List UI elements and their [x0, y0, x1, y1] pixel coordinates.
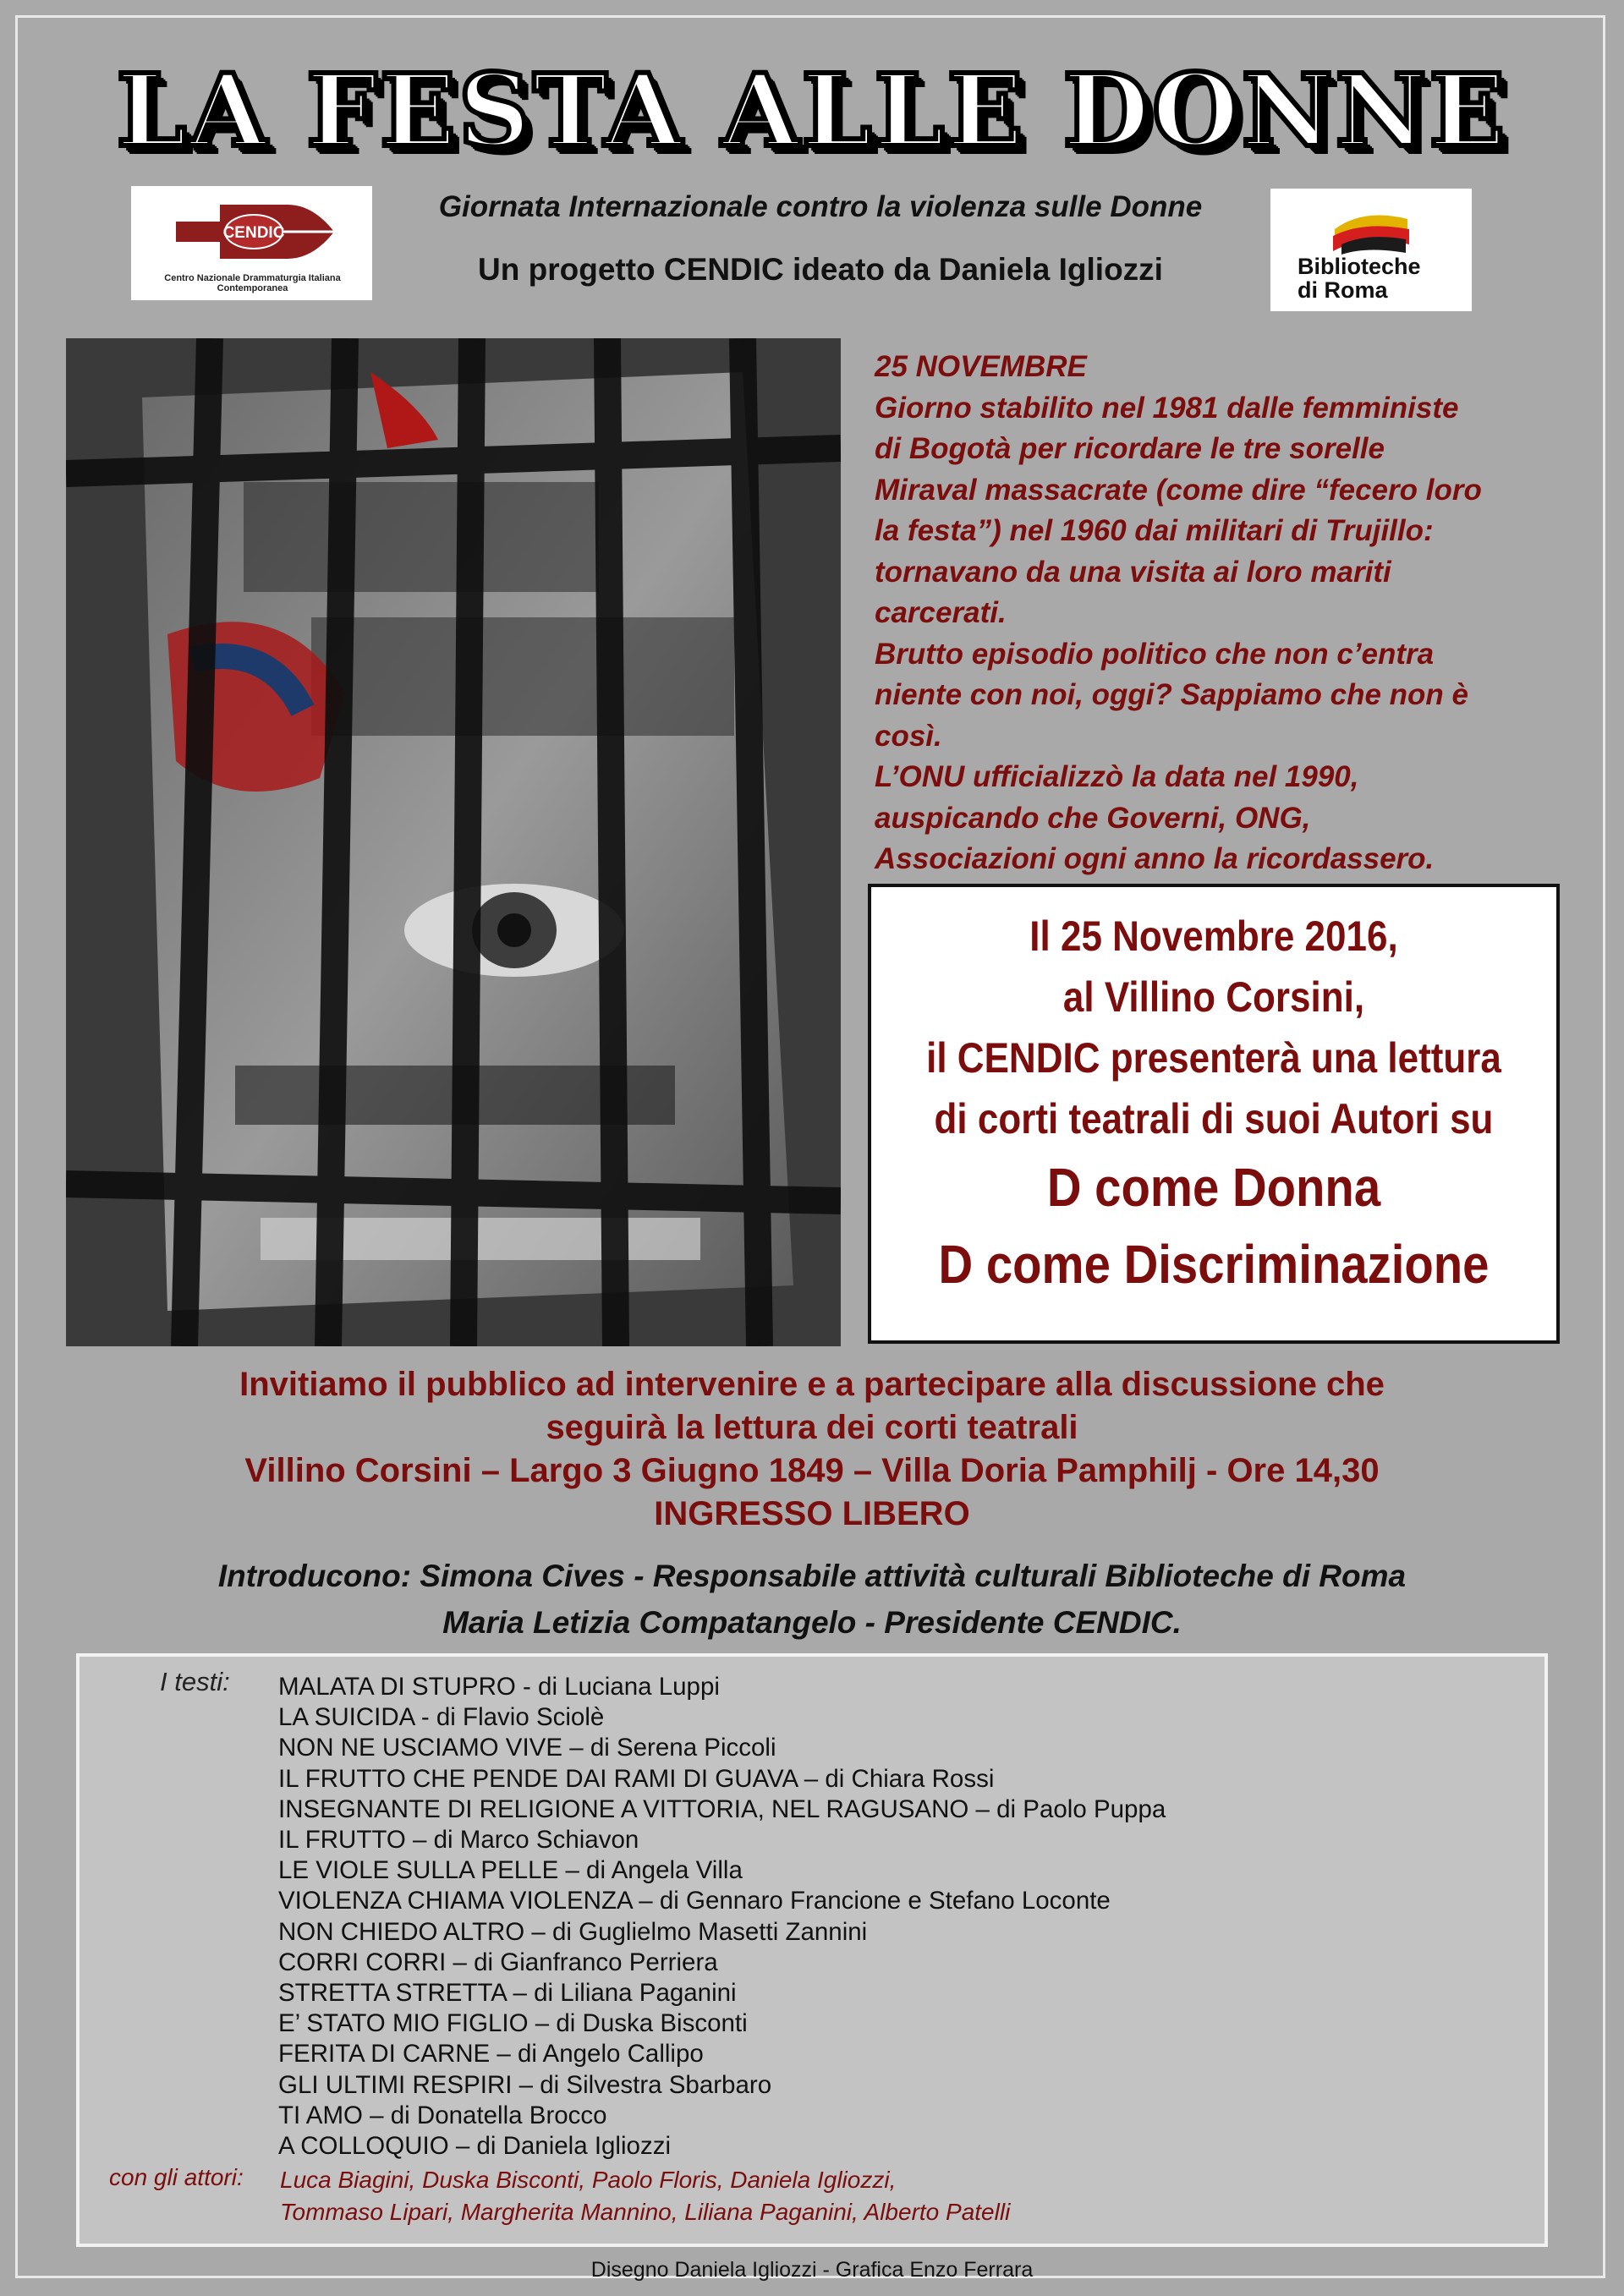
intro-line: Miraval massacrate (come dire “fecero loro — [875, 473, 1482, 507]
intro-line: Associazioni ogni anno la ricordassero. — [875, 842, 1435, 875]
list-item: FERITA DI CARNE – di Angelo Callipo — [278, 2040, 704, 2069]
intro-line: auspicando che Governi, ONG, — [875, 801, 1311, 835]
actors-label: con gli attori: — [109, 2164, 244, 2190]
list-item: TI AMO – di Donatella Brocco — [278, 2101, 607, 2129]
list-item: IL FRUTTO – di Marco Schiavon — [278, 1826, 639, 1855]
cendic-pen-icon — [169, 196, 338, 268]
list-item: A COLLOQUIO – di Daniela Igliozzi — [278, 2132, 672, 2161]
books-icon — [1330, 204, 1414, 255]
cendic-caption: Centro Nazionale Drammaturgia Italiana Contemporanea — [164, 273, 341, 293]
event-line: di corti teatrali di suoi Autori su — [934, 1095, 1494, 1143]
intro-line: L’ONU ufficializzò la data nel 1990, — [875, 760, 1359, 793]
list-item: STRETTA STRETTA – di Liliana Paganini — [278, 1979, 737, 2008]
event-theme-2: D come Discriminazione — [938, 1234, 1490, 1295]
actors-list — [280, 2164, 1010, 2228]
list-item: GLI ULTIMI RESPIRI – di Silvestra Sbarbaro — [278, 2070, 772, 2099]
biblioteche-logo — [1270, 189, 1472, 311]
invitation — [0, 1363, 1624, 1536]
list-item: E’ STATO MIO FIGLIO – di Duska Bisconti — [278, 2009, 748, 2038]
event-line: al Villino Corsini, — [1062, 973, 1365, 1021]
list-item: IL FRUTTO CHE PENDE DAI RAMI DI GUAVA – di Chiara Rossi — [278, 1764, 995, 1793]
speakers — [0, 1553, 1624, 1646]
venue-line: Villino Corsini – Largo 3 Giugno 1849 – Villa Doria Pamphilj - Ore 14,30 — [244, 1452, 1380, 1489]
list-item: INSEGNANTE DI RELIGIONE A VITTORIA, NEL RAGUSANO – di Paolo Puppa — [278, 1795, 1166, 1823]
page-title: LA FESTA ALLE DONNE — [116, 52, 1508, 169]
project-line: Un progetto CENDIC ideato da Daniela Igliozzi — [478, 252, 1163, 287]
biblioteche-line2: di Roma — [1298, 277, 1388, 303]
poster-image — [66, 338, 841, 1346]
intro-line: 25 NOVEMBRE — [875, 350, 1087, 383]
list-item: LA SUICIDA - di Flavio Sciolè — [278, 1703, 605, 1732]
actors-line: Tommaso Lipari, Margherita Mannino, Liliana Paganini, Alberto Patelli — [280, 2199, 1011, 2225]
list-item: LE VIOLE SULLA PELLE – di Angela Villa — [278, 1856, 743, 1885]
plays-list — [278, 1672, 1166, 2162]
event-line: Il 25 Novembre 2016, — [1029, 912, 1398, 960]
intro-line: la festa”) nel 1960 dai militari di Trujillo: — [875, 514, 1434, 547]
list-item: NON CHIEDO ALTRO – di Guglielmo Masetti Zannini — [278, 1917, 868, 1946]
invite-line: seguirà la lettura dei corti teatrali — [546, 1409, 1078, 1446]
intro-text — [875, 347, 1594, 880]
list-item: NON NE USCIAMO VIVE – di Serena Piccoli — [278, 1734, 776, 1762]
event-box — [868, 884, 1560, 1344]
event-theme-1: D come Donna — [1046, 1157, 1381, 1218]
cendic-logo — [131, 186, 372, 300]
speakers-line: Maria Letizia Compatangelo - Presidente CENDIC. — [442, 1605, 1182, 1640]
event-line: il CENDIC presenterà una lettura — [926, 1034, 1501, 1082]
biblioteche-line1: Biblioteche — [1298, 254, 1421, 279]
credits: Disegno Daniela Igliozzi - Grafica Enzo Ferrara — [590, 2258, 1034, 2282]
list-item: MALATA DI STUPRO - di Luciana Luppi — [278, 1673, 720, 1701]
free-entry: INGRESSO LIBERO — [654, 1495, 970, 1532]
invite-line: Invitiamo il pubblico ad intervenire e a partecipare alla discussione che — [239, 1366, 1385, 1403]
intro-line: carcerati. — [875, 596, 1007, 629]
plays-list-box — [76, 1653, 1548, 2247]
intro-line: Giorno stabilito nel 1981 dalle femministe — [875, 391, 1459, 425]
intro-line: niente con noi, oggi? Sappiamo che non è — [875, 678, 1468, 711]
speakers-line: Introducono: Simona Cives - Responsabile attività culturali Biblioteche di Roma — [217, 1559, 1407, 1593]
intro-line: tornavano da una visita ai loro mariti — [875, 555, 1391, 589]
list-item: CORRI CORRI – di Gianfranco Perriera — [278, 1948, 718, 1976]
subtitle: Giornata Internazionale contro la violenza sulle Donne — [438, 190, 1203, 223]
plays-label: I testi: — [160, 1667, 230, 1696]
actors-line: Luca Biagini, Duska Bisconti, Paolo Floris, Daniela Igliozzi, — [280, 2167, 897, 2193]
cendic-logo-text: CENDIC — [222, 224, 285, 242]
intro-line: così. — [875, 719, 942, 753]
intro-line: Brutto episodio politico che non c’entra — [875, 637, 1435, 671]
list-item: VIOLENZA CHIAMA VIOLENZA – di Gennaro Francione e Stefano Loconte — [278, 1887, 1111, 1915]
intro-line: di Bogotà per ricordare le tre sorelle — [875, 432, 1385, 465]
poster-artwork — [66, 338, 841, 1346]
